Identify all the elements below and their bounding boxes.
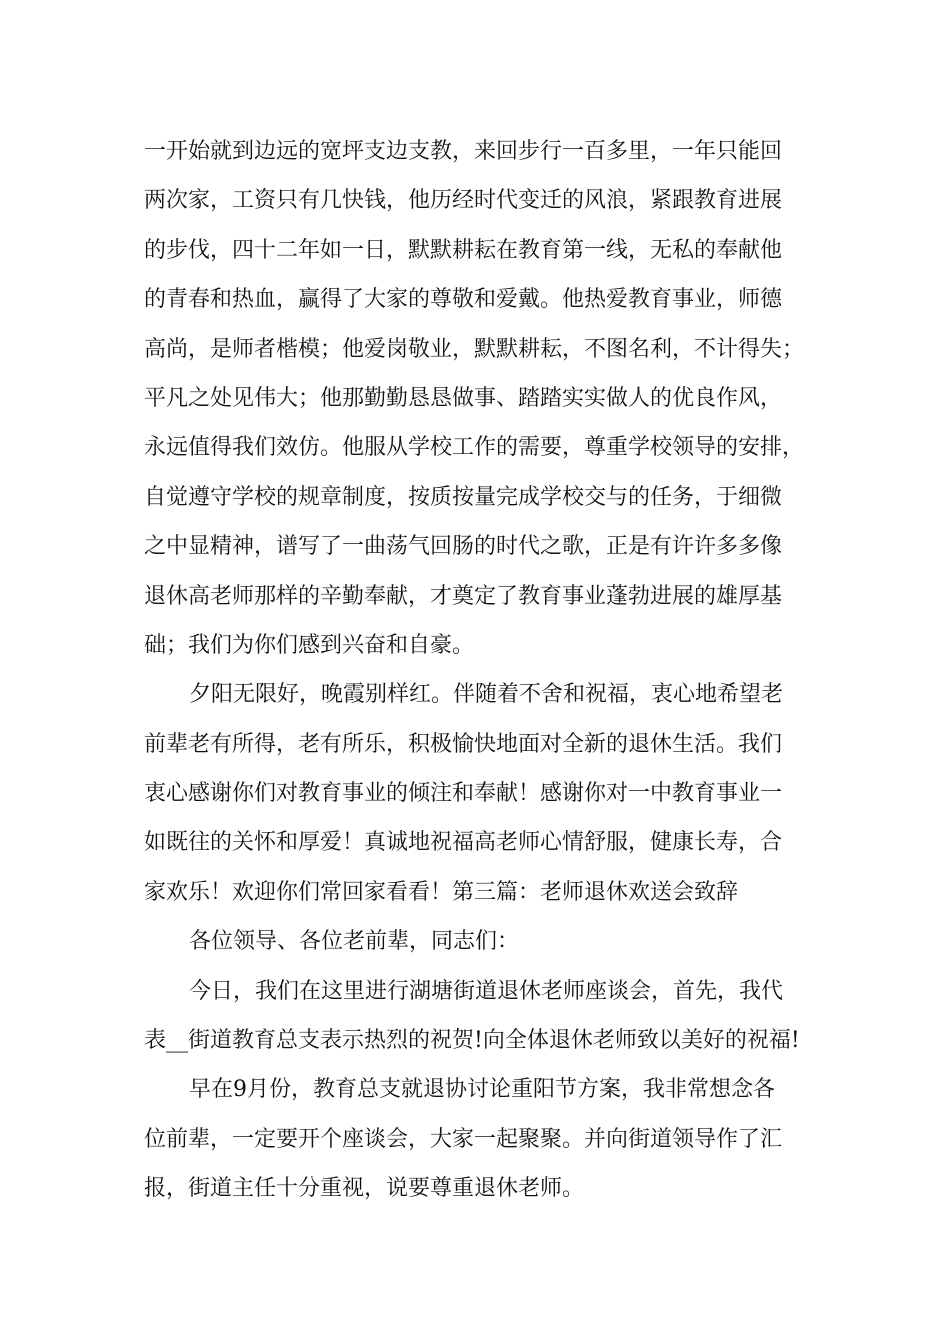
text-line: 如既往的关怀和厚爱！真诚地祝福高老师心情舒服，健康长寿，合	[144, 830, 783, 856]
paragraph-first-line: 夕阳无限好，晚霞别样红。伴随着不舍和祝福，衷心地希望老	[189, 682, 784, 708]
text-line: 家欢乐！欢迎你们常回家看看！第三篇：老师退休欢送会致辞	[144, 879, 739, 905]
paragraph-first-line: 今日，我们在这里进行湖塘街道退休老师座谈会，首先，我代	[189, 978, 784, 1004]
text-line: 础；我们为你们感到兴奋和自豪。	[144, 632, 475, 658]
text-line: 自觉遵守学校的规章制度，按质按量完成学校交与的任务，于细微	[144, 484, 783, 510]
text-line: 前辈老有所得，老有所乐，积极愉快地面对全新的退休生活。我们	[144, 731, 783, 757]
text-line: 表__街道教育总支表示热烈的祝贺!向全体退休老师致以美好的祝福!	[144, 1028, 800, 1054]
text-line: 高尚，是师者楷模；他爱岗敬业，默默耕耘，不图名利，不计得失；	[144, 336, 805, 362]
text-line: 之中显精神，谱写了一曲荡气回肠的时代之歌，正是有许许多多像	[144, 534, 783, 560]
text-line: 一开始就到边远的宽坪支边支教，来回步行一百多里，一年只能回	[144, 139, 783, 164]
salutation-line: 各位领导、各位老前辈，同志们：	[189, 929, 520, 955]
paragraph-first-line: 早在9月份，教育总支就退协讨论重阳节方案，我非常想念各	[189, 1077, 775, 1103]
text-line: 报，街道主任十分重视，说要尊重退休老师。	[144, 1176, 585, 1202]
text-line: 的步伐，四十二年如一日，默默耕耘在教育第一线，无私的奉献他	[144, 237, 783, 263]
text-line: 两次家，工资只有几快钱，他历经时代变迁的风浪，紧跟教育进展	[144, 188, 783, 214]
text-line: 的青春和热血，赢得了大家的尊敬和爱戴。他热爱教育事业，师德	[144, 287, 783, 313]
text-line: 永远值得我们效仿。他服从学校工作的需要，尊重学校领导的安排，	[144, 435, 805, 461]
text-line: 衷心感谢你们对教育事业的倾注和奉献！感谢你对一中教育事业一	[144, 781, 783, 807]
document-body	[144, 133, 824, 1220]
text-line: 退休高老师那样的辛勤奉献，才奠定了教育事业蓬勃进展的雄厚基	[144, 583, 783, 609]
text-line: 平凡之处见伟大；他那勤勤恳恳做事、踏踏实实做人的优良作风，	[144, 385, 783, 411]
text-line: 位前辈，一定要开个座谈会，大家一起聚聚。并向街道领导作了汇	[144, 1126, 783, 1152]
